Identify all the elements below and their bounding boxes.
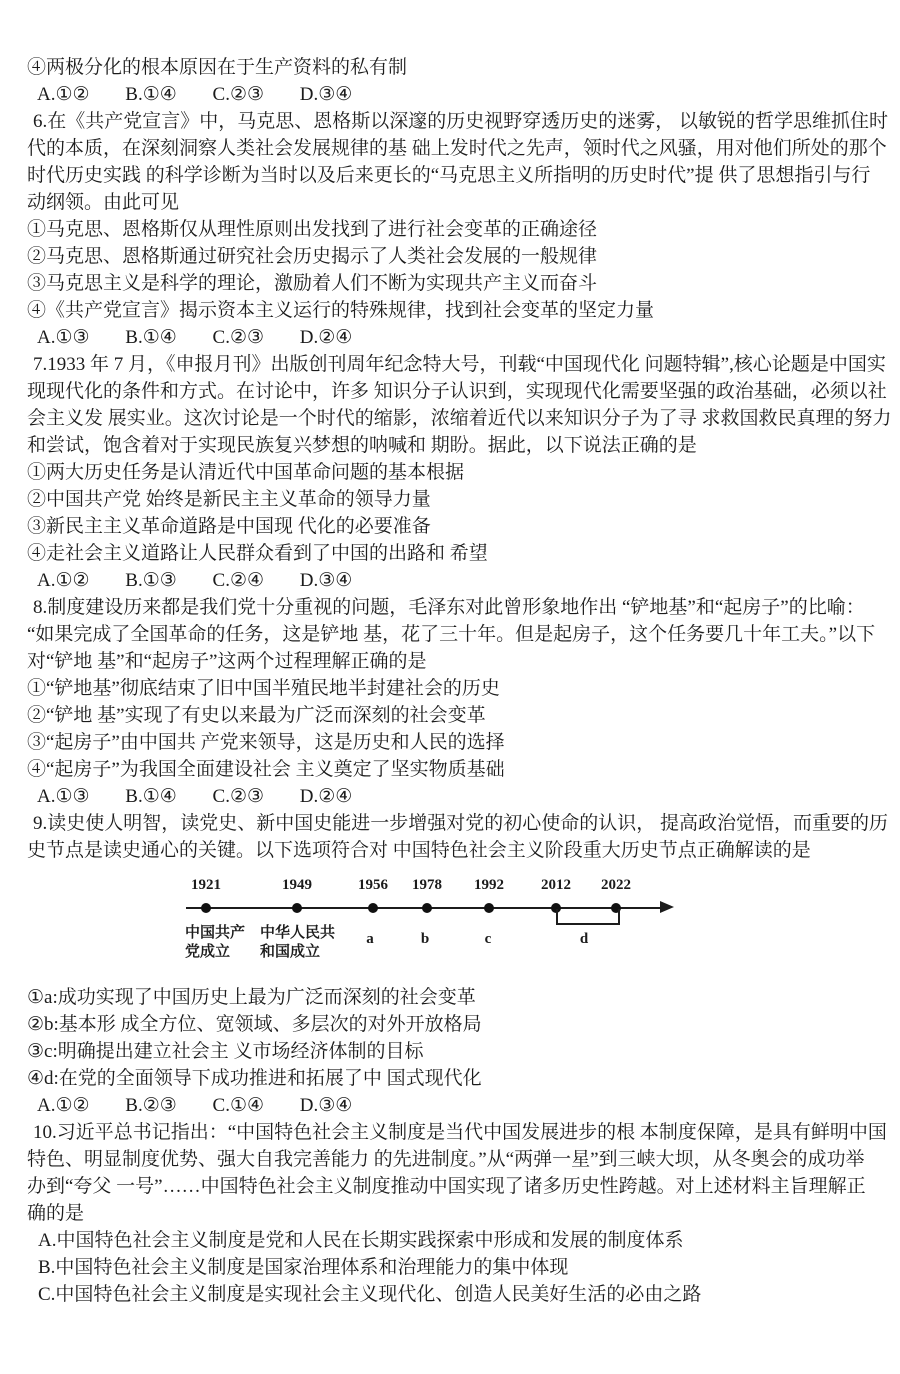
timeline-dot — [368, 903, 378, 913]
q8-item-3: ③“起房子”由中国共 产党来领导，这是历史和人民的选择 — [27, 732, 505, 753]
q7-option-a: A.①② — [37, 570, 90, 591]
q6-option-b: B.①④ — [125, 327, 177, 348]
timeline-year: 1921 — [191, 877, 221, 893]
timeline-dot — [422, 903, 432, 913]
timeline-label-prc-founding — [260, 924, 335, 962]
q8-stem-line: 对“铲地 基”和“起房子”这两个过程理解正确的是 — [27, 651, 427, 672]
q5-options-row — [0, 81, 900, 108]
q8-option-a: A.①③ — [37, 786, 90, 807]
q8-stem-line: 8.制度建设历来都是我们党十分重视的问题，毛泽东对此曾形象地作出 “铲地基”和“起房子”的比喻： — [33, 597, 865, 618]
q5-option-b: B.①④ — [125, 84, 177, 105]
timeline-point-c: c — [484, 931, 492, 947]
timeline-year: 2012 — [541, 877, 571, 893]
q7-option-d: D.③④ — [299, 570, 353, 591]
q9-option-b: B.②③ — [125, 1095, 177, 1116]
q9-item-2: ②b:基本形 成全方位、宽领域、多层次的对外开放格局 — [27, 1014, 482, 1035]
timeline-label-line: 中华人民共 — [260, 925, 336, 941]
timeline-diagram — [0, 864, 900, 984]
q9-stem-line: 史节点是读史通心的关键。以下选项符合对 中国特色社会主义阶段重大历史节点正确解读的是 — [27, 840, 811, 861]
timeline-bracket-2012-2022 — [556, 909, 620, 925]
q7-item-2: ②中国共产党 始终是新民主主义革命的领导力量 — [27, 489, 431, 510]
q6-item-1: ①马克思、恩格斯仅从理性原则出发找到了进行社会变革的正确途径 — [27, 219, 598, 240]
q10-option-c: C.中国特色社会主义制度是实现社会主义现代化、创造人民美好生活的必由之路 — [38, 1284, 702, 1305]
q9-stem-line: 9.读史使人明智，读党史、新中国史能进一步增强对党的初心使命的认识， 提高政治觉悟，而重要的历 — [33, 813, 889, 834]
q10-stem-line: 办到“夸父 一号”……中国特色社会主义制度推动中国实现了诸多历史性跨越。对上述材料主旨理解正 — [27, 1176, 866, 1197]
q7-stem-line: 现现代化的条件和方式。在讨论中，许多 知识分子认识到，实现现代化需要坚强的政治基础，必须以社 — [27, 381, 887, 402]
timeline-label-party-founding — [185, 924, 245, 962]
q7-option-c: C.②④ — [212, 570, 265, 591]
timeline-label-line: 党成立 — [185, 944, 231, 960]
timeline-label-line: 中国共产 — [185, 925, 246, 941]
q7-options-row — [0, 567, 900, 594]
timeline-point-d: d — [579, 931, 589, 947]
timeline-arrowhead-icon — [660, 901, 674, 913]
q9-item-3: ③c:明确提出建立社会主 义市场经济体制的目标 — [27, 1041, 424, 1062]
q6-option-c: C.②③ — [212, 327, 265, 348]
q8-option-c: C.②③ — [212, 786, 265, 807]
q8-item-2: ②“铲地 基”实现了有史以来最为广泛而深刻的社会变革 — [27, 705, 486, 726]
q10-option-b: B.中国特色社会主义制度是国家治理体系和治理能力的集中体现 — [38, 1257, 569, 1278]
q6-stem-line: 6.在《共产党宣言》中，马克思、恩格斯以深邃的历史视野穿透历史的迷雾， 以敏锐的哲学思维抓住时 — [33, 111, 889, 132]
timeline-year: 1992 — [474, 877, 504, 893]
q8-item-4: ④“起房子”为我国全面建设社会 主义奠定了坚实物质基础 — [27, 759, 505, 780]
timeline-year: 1978 — [412, 877, 442, 893]
q8-item-1: ①“铲地基”彻底结束了旧中国半殖民地半封建社会的历史 — [27, 678, 500, 699]
timeline-year: 1956 — [358, 877, 388, 893]
q6-item-3: ③马克思主义是科学的理论，激励着人们不断为实现共产主义而奋斗 — [27, 273, 598, 294]
q6-item-2: ②马克思、恩格斯通过研究社会历史揭示了人类社会发展的一般规律 — [27, 246, 598, 267]
q6-option-d: D.②④ — [299, 327, 353, 348]
q9-option-c: C.①④ — [212, 1095, 265, 1116]
timeline-point-a: a — [366, 931, 374, 947]
q10-option-a: A.中国特色社会主义制度是党和人民在长期实践探索中形成和发展的制度体系 — [38, 1230, 684, 1251]
timeline-dot — [292, 903, 302, 913]
q7-stem-line: 7.1933 年 7 月，《申报月刊》出版创刊周年纪念特大号，刊载“中国现代化 问题特辑”,核心论题是中国实 — [33, 354, 886, 375]
q8-stem-line: “如果完成了全国革命的任务，这是铲地 基，花了三十年。但是起房子，这个任务要几十年工夫。”以下 — [27, 624, 876, 645]
timeline-dot — [484, 903, 494, 913]
q8-option-b: B.①④ — [125, 786, 177, 807]
q6-stem-line: 时代历史实践 的科学诊断为当时以及后来更长的“马克思主义所指明的历史时代”提 供了思想指引与行 — [27, 165, 871, 186]
q5-option-a: A.①② — [37, 84, 90, 105]
q9-options-row — [0, 1092, 900, 1119]
q7-option-b: B.①③ — [125, 570, 177, 591]
q9-item-1: ①a:成功实现了中国历史上最为广泛而深刻的社会变革 — [27, 987, 476, 1008]
q10-stem-line: 特色、明显制度优势、强大自我完善能力 的先进制度。”从“两弹一星”到三峡大坝，从冬奥会的成功举 — [27, 1149, 865, 1170]
timeline-label-line: 和国成立 — [260, 944, 321, 960]
q9-item-4: ④d:在党的全面领导下成功推进和拓展了中 国式现代化 — [27, 1068, 482, 1089]
q10-stem-line: 确的是 — [27, 1203, 85, 1224]
q10-stem-line: 10.习近平总书记指出：“中国特色社会主义制度是当代中国发展进步的根 本制度保障，是具有鲜明中国 — [33, 1122, 887, 1143]
q8-option-d: D.②④ — [299, 786, 353, 807]
timeline-point-b: b — [420, 931, 430, 947]
q9-option-d: D.③④ — [299, 1095, 353, 1116]
q6-stem-line: 代的本质，在深刻洞察人类社会发展规律的基 础上发时代之先声，领时代之风骚，用对他们所处的那个 — [27, 138, 887, 159]
timeline-year: 2022 — [601, 877, 631, 893]
q7-item-3: ③新民主主义革命道路是中国现 代化的必要准备 — [27, 516, 431, 537]
timeline-year: 1949 — [282, 877, 312, 893]
q7-item-1: ①两大历史任务是认清近代中国革命问题的基本根据 — [27, 462, 465, 483]
q6-item-4: ④《共产党宣言》揭示资本主义运行的特殊规律，找到社会变革的坚定力量 — [27, 300, 655, 321]
timeline-dot — [201, 903, 211, 913]
q5-item-4: ④两极分化的根本原因在于生产资料的私有制 — [27, 57, 408, 78]
q7-stem-line: 和尝试，饱含着对于实现民族复兴梦想的呐喊和 期盼。据此，以下说法正确的是 — [27, 435, 697, 456]
q6-stem-line: 动纲领。由此可见 — [27, 192, 180, 213]
q6-option-a: A.①③ — [37, 327, 90, 348]
q9-option-a: A.①② — [37, 1095, 90, 1116]
q5-option-d: D.③④ — [299, 84, 353, 105]
q7-item-4: ④走社会主义道路让人民群众看到了中国的出路和 希望 — [27, 543, 488, 564]
q8-options-row — [0, 783, 900, 810]
q7-stem-line: 会主义发 展实业。这次讨论是一个时代的缩影，浓缩着近代以来知识分子为了寻 求救国救民真理的努力 — [27, 408, 892, 429]
q5-option-c: C.②③ — [212, 84, 265, 105]
q6-options-row — [0, 324, 900, 351]
